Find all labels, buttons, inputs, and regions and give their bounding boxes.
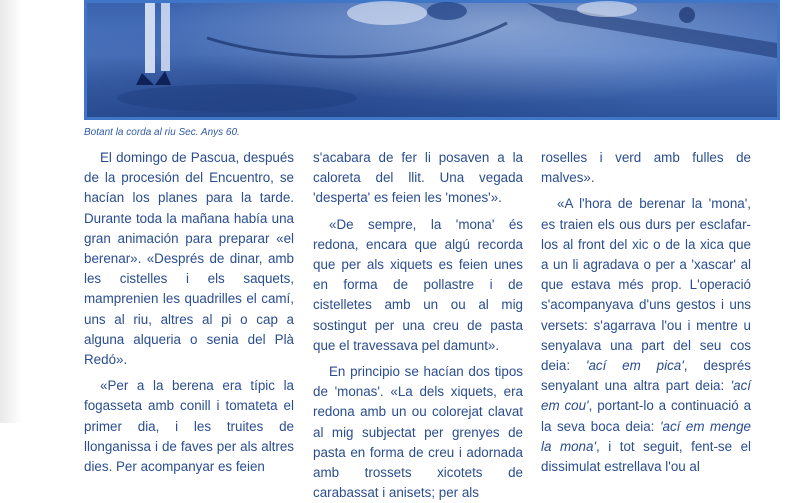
text-column-3: [541, 148, 752, 475]
paragraph: «De sempre, la 'mona' és redona, encara que algú recorda que per als xiquets es feien unes en forma de pollastre i de cistelletes amb un ou al mig sostingut per una creu de pasta que el travessava pel damunt».: [313, 216, 523, 353]
paragraph: roselles i verd amb fulles de malves».: [541, 150, 751, 186]
paragraph: En principio se hacían dos tipos de 'monas'. «La dels xiquets, era redona amb un ou colorejat clavat al mig subjectat per grenyes de pasta en forma de creu i adornada amb trossets xicotets de carabassat i anisets; per als: [313, 364, 523, 501]
italic-phrase: 'ací em pica': [585, 358, 684, 374]
paragraph: [541, 194, 751, 477]
text-column-1: [84, 148, 294, 475]
paragraph: «Per a la berena era típic la fogasseta amb conill i tomateta el primer dia, i les truites de llonganissa i de faves per als altres dies. Per acompanyar es feien: [84, 378, 294, 475]
text-run: , i tot seguit, fent-se el dissimulat estrellava l'ou al: [541, 438, 751, 475]
paragraph: El domingo de Pascua, después de la procesión del Encuentro, se hacían los planes para la tarde. Durante toda la mañana había una gran animación para preparar «el berenar». «Després de dinar, amb les cistelles i els saquets, mamprenien les quadrilles el camí, uns al riu, altres al pi o cap a alguna alqueria o senia del Plà Redó».: [84, 150, 294, 368]
italic-phrase: 'ací em cou': [541, 378, 751, 414]
text-run: , després senyalant una altra part deia:: [541, 358, 751, 394]
italic-phrase: 'ací em menge la mona': [541, 418, 751, 454]
photo-illustration: [87, 3, 777, 117]
paragraph: s'acabara de fer li posaven a la caloreta del llit. Una vegada 'desperta' es feien les 'mones'».: [313, 150, 523, 206]
photo-children-jumping-rope: [84, 0, 780, 120]
photo-caption: Botant la corda al riu Sec. Anys 60.: [84, 127, 240, 138]
text-run: «A l'hora de berenar la 'mona', es traien els ous durs per esclafar-los al front del xic o de la xica que a un li agradava o per a 'xascar' al que estava més prop. L'operació s'acompanyava d'uns gestos i uns versets: s'agarrava l'ou i mentre u senyalava una part del seu cos deia:: [541, 196, 751, 374]
page-edge-shadow: [0, 0, 22, 423]
text-column-2: [313, 148, 523, 501]
text-run: , portant-lo a continuació a la seva boca deia:: [541, 398, 752, 434]
